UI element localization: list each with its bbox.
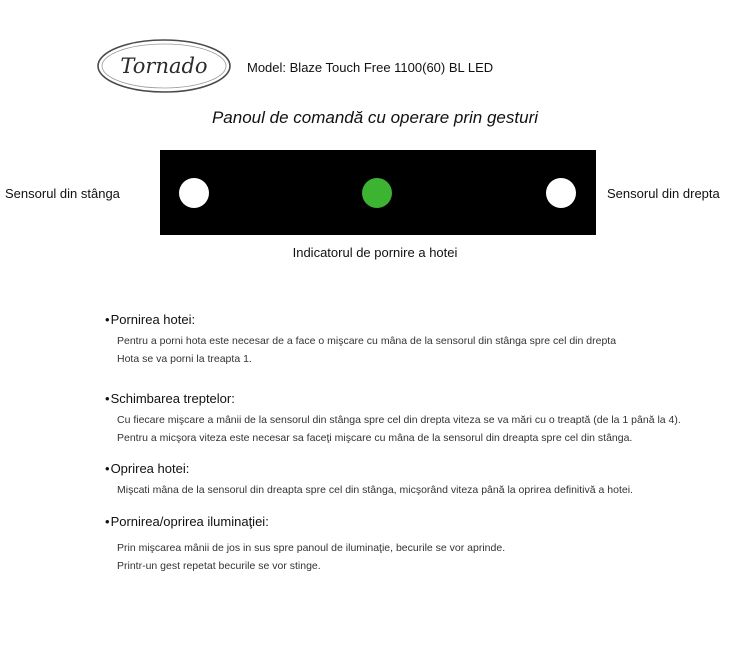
tornado-logo: [96, 38, 232, 94]
section-title: Pornirea hotei:: [110, 312, 196, 327]
tornado-logo-emblem: [96, 38, 232, 94]
section-speed-change: [105, 391, 681, 447]
section-title: Schimbarea treptelor:: [110, 391, 235, 406]
bullet-icon: •: [105, 312, 110, 327]
right-sensor-light: [546, 178, 576, 208]
left-sensor-label: Sensorul din stânga: [5, 186, 120, 201]
section-title: Pornirea/oprirea iluminaţiei:: [110, 514, 269, 529]
instruction-line: Mişcati mâna de la sensorul din dreapta spre cel din stânga, micşorând viteza până la oprirea definitivă a hotei.: [117, 484, 633, 496]
section-power-on: [105, 312, 616, 368]
logo-text: Tornado: [120, 54, 208, 78]
instruction-line: Printr-un gest repetat becurile se vor stinge.: [117, 560, 321, 572]
section-body: [117, 332, 616, 368]
indicator-caption: Indicatorul de pornire a hotei: [292, 245, 458, 260]
right-sensor-label: Sensorul din drepta: [607, 186, 720, 201]
section-power-off: [105, 461, 633, 499]
section-lighting: [105, 514, 505, 575]
instruction-line: Hota se va porni la treapta 1.: [117, 353, 252, 365]
left-sensor-light: [179, 178, 209, 208]
bullet-icon: •: [105, 514, 110, 529]
power-indicator-light: [362, 178, 392, 208]
instruction-line: Cu fiecare mişcare a mânii de la sensorul din stânga spre cel din drepta viteza se va mări cu o treaptă (de la 1 până la 4).: [117, 414, 681, 426]
model-line: Model: Blaze Touch Free 1100(60) BL LED: [247, 60, 494, 75]
bullet-icon: •: [105, 461, 110, 476]
instruction-line: Pentru a porni hota este necesar de a face o mişcare cu mâna de la sensorul din stânga spre cel din drepta: [117, 335, 617, 347]
section-body: [117, 481, 633, 499]
instruction-line: Pentru a micşora viteza este necesar sa faceţi mişcare cu mâna de la sensorul din dreapta spre cel din stânga.: [117, 432, 633, 444]
section-body: [117, 539, 505, 575]
gesture-control-panel: [160, 150, 596, 235]
page-title: Panoul de comandă cu operare prin gesturi: [211, 108, 539, 127]
bullet-icon: •: [105, 391, 110, 406]
section-title: Oprirea hotei:: [110, 461, 190, 476]
instruction-line: Prin mişcarea mânii de jos in sus spre panoul de iluminaţie, becurile se vor aprinde.: [117, 542, 506, 554]
section-body: [117, 411, 681, 447]
